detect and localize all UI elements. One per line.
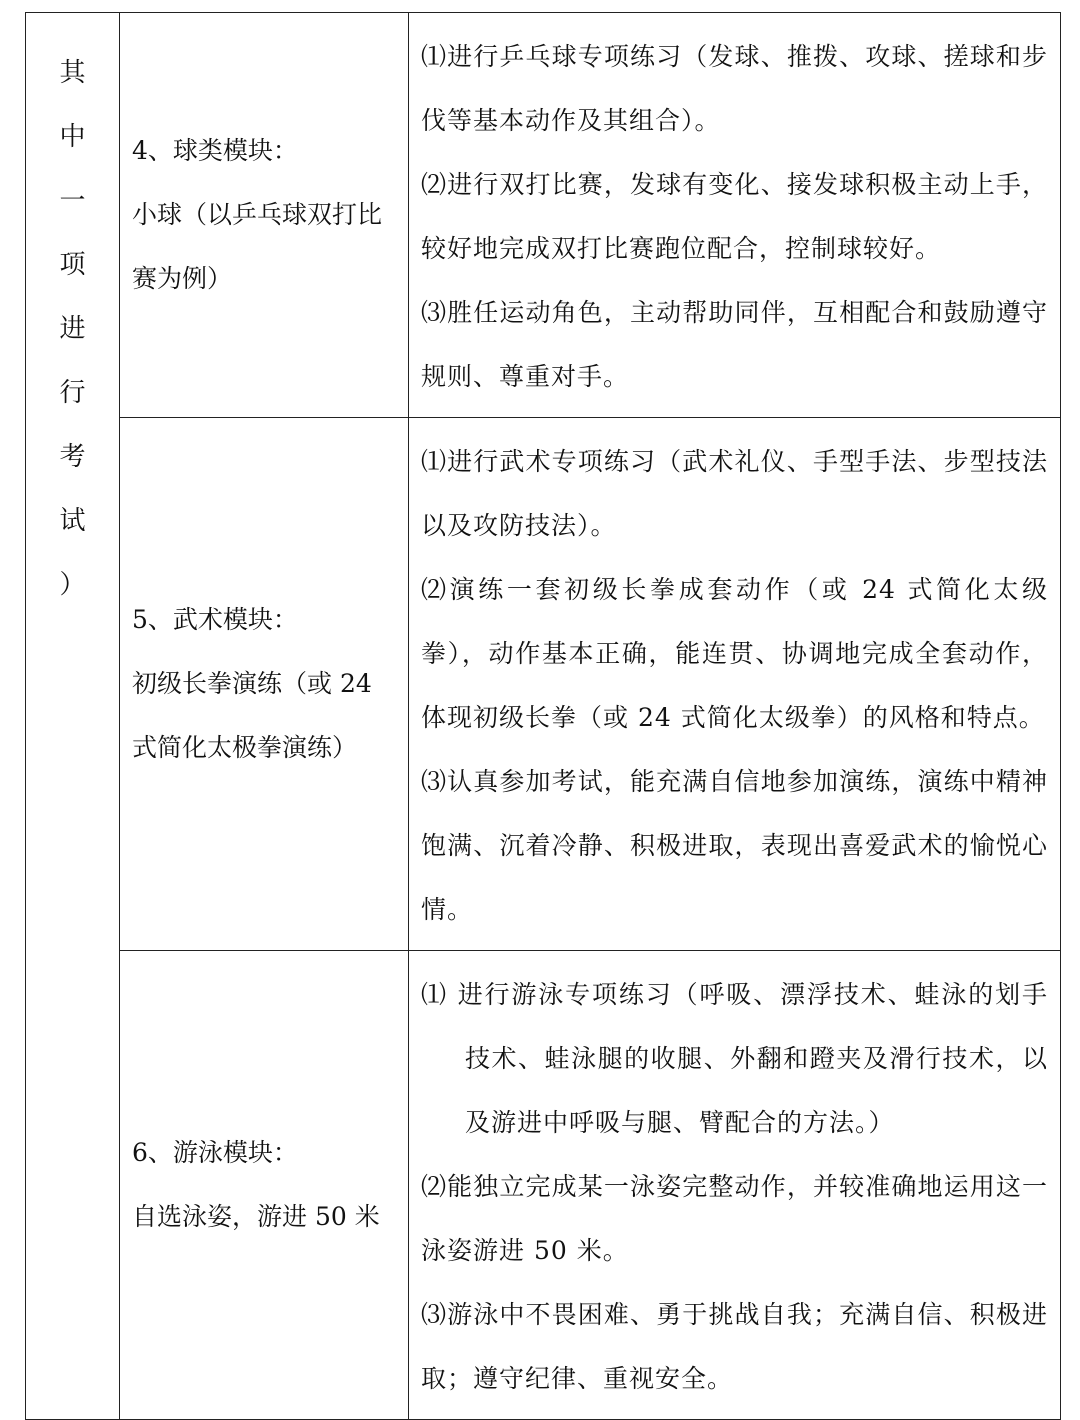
side-label <box>26 13 119 617</box>
module-desc: 小球（以乒乓球双打比赛为例） <box>132 200 383 293</box>
side-label-cell <box>26 13 120 1420</box>
side-label-char: 中 <box>59 122 86 152</box>
side-label-char: ） <box>59 570 86 600</box>
module-desc: 初级长拳演练（或 24 式简化太极拳演练） <box>132 669 372 762</box>
module-cell-swimming <box>120 951 409 1420</box>
side-label-char: 考 <box>59 442 86 472</box>
requirement-item: ⑶游泳中不畏困难、勇于挑战自我；充满自信、积极进取；遵守纪律、重视安全。 <box>421 1300 1048 1393</box>
module-title: 5、武术模块： <box>132 605 298 634</box>
requirement-item: ⑵演练一套初级长拳成套动作（或 24 式简化太级拳），动作基本正确，能连贯、协调地完成全套动作，体现初级长拳（或 24 式简化太级拳）的风格和特点。 <box>421 575 1048 732</box>
table-row <box>26 13 1061 418</box>
module-cell-ball <box>120 13 409 418</box>
side-label-char: 进 <box>59 314 86 344</box>
requirement-item: ⑶胜任运动角色，主动帮助同伴，互相配合和鼓励遵守规则、尊重对手。 <box>421 298 1048 391</box>
module-title: 6、游泳模块： <box>132 1138 298 1167</box>
requirement-item: ⑴ 进行游泳专项练习（呼吸、漂浮技术、蛙泳的划手技术、蛙泳腿的收腿、外翻和蹬夹及滑行技术，以及游进中呼吸与腿、臂配合的方法。） <box>421 980 1048 1137</box>
table-row <box>26 951 1061 1420</box>
module-desc: 自选泳姿，游进 50 米 <box>132 1202 380 1231</box>
assessment-table <box>25 12 1061 1420</box>
side-label-char: 项 <box>59 250 86 280</box>
side-label-char: 行 <box>59 378 86 408</box>
requirement-item: ⑴进行武术专项练习（武术礼仪、手型手法、步型技法以及攻防技法）。 <box>421 447 1048 540</box>
side-label-char: 试 <box>59 506 86 536</box>
requirement-item: ⑵能独立完成某一泳姿完整动作，并较准确地运用这一泳姿游进 50 米。 <box>421 1172 1048 1265</box>
requirement-item: ⑶认真参加考试，能充满自信地参加演练，演练中精神饱满、沉着冷静、积极进取，表现出喜爱武术的愉悦心情。 <box>421 767 1048 924</box>
requirements-cell-ball <box>409 13 1061 418</box>
side-label-char: 其 <box>59 58 86 88</box>
table-row <box>26 418 1061 951</box>
side-label-char: 一 <box>59 186 86 216</box>
module-title: 4、球类模块： <box>132 136 298 165</box>
module-cell-wushu <box>120 418 409 951</box>
requirements-cell-swimming <box>409 951 1061 1420</box>
requirement-item: ⑴进行乒乓球专项练习（发球、推拨、攻球、搓球和步伐等基本动作及其组合）。 <box>421 42 1048 135</box>
requirement-item: ⑵进行双打比赛，发球有变化、接发球积极主动上手，较好地完成双打比赛跑位配合，控制球较好。 <box>421 170 1048 263</box>
requirements-cell-wushu <box>409 418 1061 951</box>
